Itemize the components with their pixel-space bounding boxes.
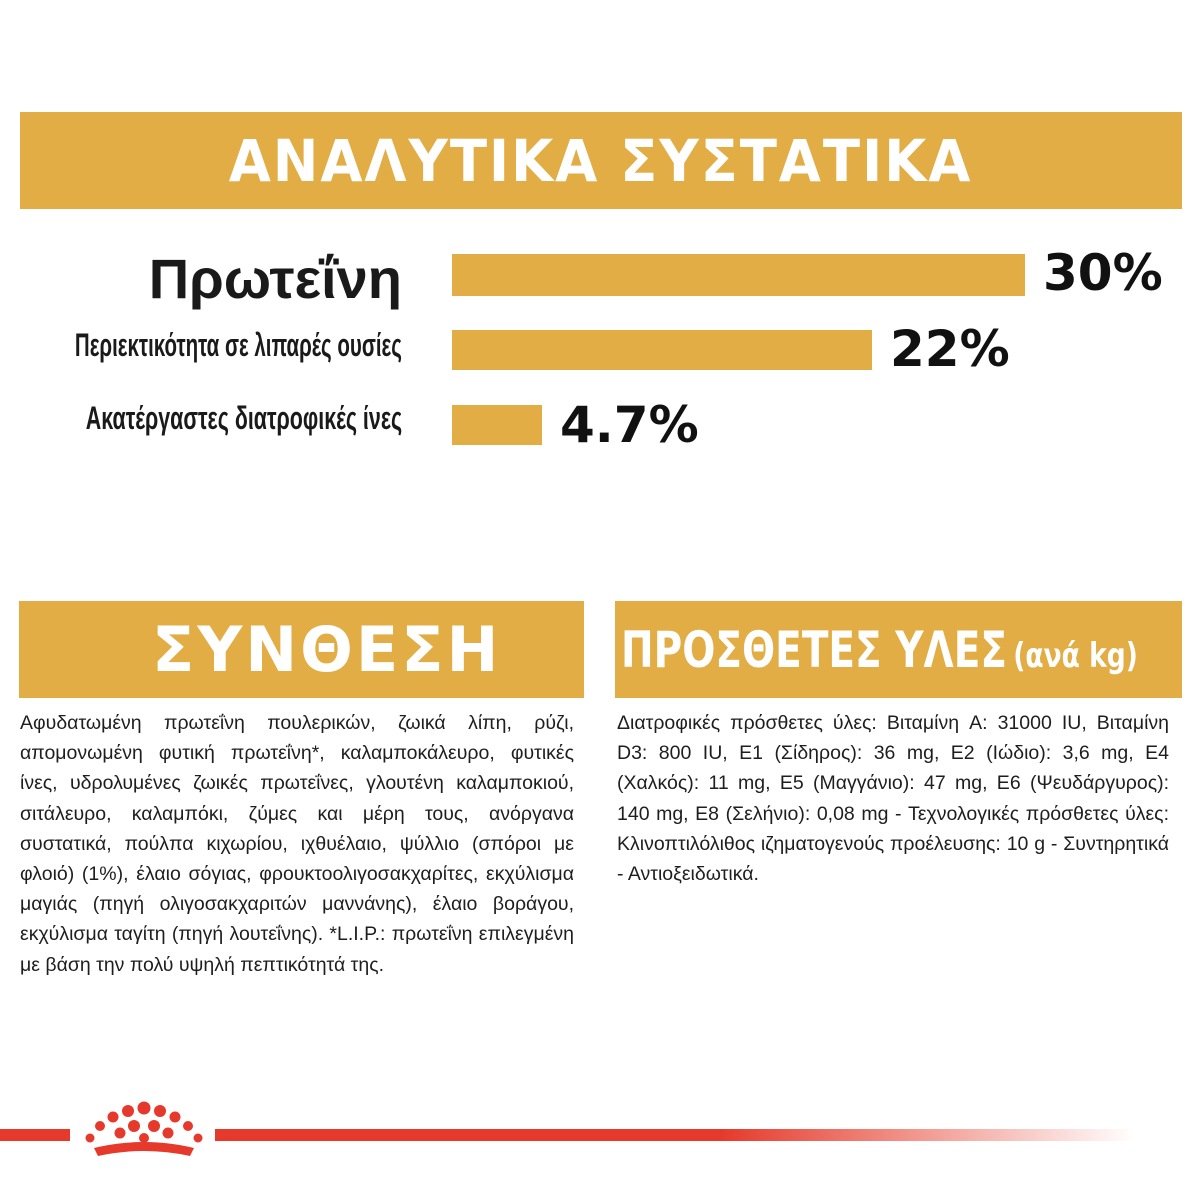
crude-fibre-label [0,400,402,437]
additives-title-text: ΠΡΟΣΘΕΤΕΣ ΥΛΕΣ [621,620,1007,679]
royal-canin-crown-icon [80,1098,208,1168]
crude-fibre-value: 4.7% [560,396,699,454]
composition-text: Αφυδατωμένη πρωτεΐνη πουλερικών, ζωικά λίπη, ρύζι, απομονωμένη φυτική πρωτεΐνη*, καλαμποκάλευρο, φυτικές ίνες, υδρολυμένες ζωικές πρωτεΐνες, γλουτένη καλαμποκιού, σιτάλευρο, καλαμπόκι, ζύμες και μέρη τους, ανόργανα συστατικά, πούλπα κιχωρίου, ιχθυέλαιο, ψύλλιο (σπόροι με φλοιό) (1%), έλαιο σόγιας, φρουκτοολιγοσακχαρίτες, εκχύλισμα μαγιάς (πηγή ολιγοσακχαριτών μαννάνης), έλαιο βοράγου, εκχύλισμα ταγίτη (πηγή λουτεΐνης). *L.I.P.: πρωτεΐνη επιλεγμένη με βάση την πολύ υψηλή πεπτικότητά της. [20,712,574,976]
protein-value: 30% [1043,244,1163,302]
fat-content-value: 22% [890,320,1010,378]
footer-red-line-left [0,1129,70,1141]
composition-title: ΣΥΝΘΕΣΗ [152,613,502,686]
protein-bar [452,254,1025,296]
additives-subtitle: (ανά kg) [1013,635,1138,676]
protein-label: Πρωτεΐνη [148,247,402,310]
footer-red-line-right [215,1129,1135,1141]
fat-content-label [0,327,402,364]
crude-fibre-label-text: Ακατέργαστες διατροφικές ίνες [85,400,402,436]
additives-banner [615,601,1182,698]
additives-title [621,621,1138,679]
analytical-constituents-title: ΑΝΑΛΥΤΙΚΑ ΣΥΣΤΑΤΙΚΑ [229,126,973,195]
analytical-constituents-banner [20,112,1182,209]
fat-content-label-text: Περιεκτικότητα σε λιπαρές ουσίες [75,327,402,363]
additives-text: Διατροφικές πρόσθετες ύλες: Βιταμίνη A: 31000 IU, Βιταμίνη D3: 800 IU, E1 (Σίδηρος): 36 mg, E2 (Ιώδιο): 3,6 mg, E4 (Χαλκός): 11 mg, E5 (Μαγγάνιο): 47 mg, E6 (Ψευδάργυρος): 140 mg, E8 (Σελήνιο): 0,08 mg - Τεχνολογικές πρόσθετες ύλες: Κλινοπτιλόλιθος ιζηματογενούς προέλευσης: 10 g - Συντηρητικά - Αντιοξειδωτικά. [617,712,1169,886]
crude-fibre-bar [452,405,542,445]
composition-banner [19,601,584,698]
fat-content-bar [452,330,872,370]
